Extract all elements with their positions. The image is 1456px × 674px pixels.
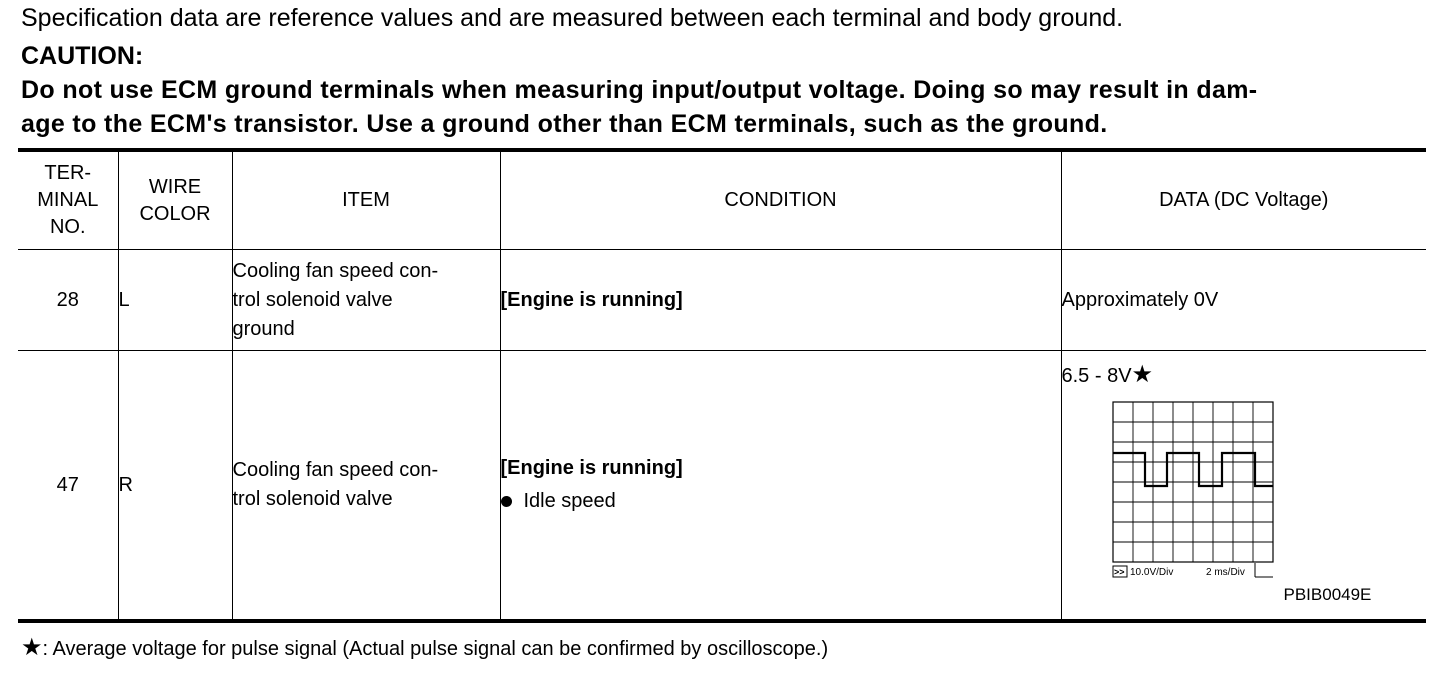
header-terminal-line: MINAL: [37, 189, 99, 211]
footnote: [21, 635, 828, 663]
star-icon: ★: [21, 634, 43, 661]
data-value: [1061, 351, 1426, 622]
header-data: DATA (DC Voltage): [1061, 150, 1426, 250]
condition-text: [Engine is running]: [500, 457, 683, 479]
caution-line-1: Do not use ECM ground terminals when measuring input/output voltage. Doing so may result in dam-: [21, 76, 1258, 104]
wire-color: R: [118, 351, 232, 622]
oscilloscope-waveform-figure: [1112, 401, 1276, 583]
figure-code: PBIB0049E: [1283, 585, 1372, 604]
condition: [500, 250, 1061, 351]
wire-color: L: [118, 250, 232, 351]
item-line: ground: [232, 317, 295, 340]
condition-text: [Engine is running]: [500, 288, 683, 311]
table-row: [18, 351, 1426, 622]
voltage-text: 6.5 - 8V: [1061, 365, 1132, 387]
scope-marker: >>: [1113, 567, 1125, 577]
scope-volt-div: 10.0V/Div: [1129, 567, 1173, 578]
bullet-icon: [501, 496, 512, 507]
star-icon: ★: [1131, 361, 1154, 388]
voltage-value: [1061, 361, 1154, 388]
header-wire-line: WIRE: [148, 175, 202, 198]
footnote-text: : Average voltage for pulse signal (Actual pulse signal can be confirmed by oscilloscope.): [42, 638, 829, 660]
terminal-number: 47: [18, 351, 118, 622]
item-line: trol solenoid valve: [232, 488, 393, 510]
oscilloscope-grid: [1113, 402, 1273, 562]
data-cell-content: [1062, 351, 1427, 619]
condition-bullet-item: [501, 490, 1061, 513]
condition: [500, 351, 1061, 622]
scope-time-div: 2 ms/Div: [1205, 567, 1245, 578]
header-item: ITEM: [232, 150, 500, 250]
item-line: Cooling fan speed con-: [232, 259, 439, 282]
header-terminal-line: TER-: [44, 162, 92, 184]
intro-text: Specification data are reference values and are measured between each terminal and body ground.: [21, 4, 1124, 32]
table-row: [18, 250, 1426, 351]
table-header-row: [18, 150, 1426, 250]
caution-title: CAUTION:: [21, 42, 144, 70]
item-description: [232, 250, 500, 351]
header-terminal-no: [18, 150, 118, 250]
header-condition: CONDITION: [500, 150, 1061, 250]
item-line: Cooling fan speed con-: [232, 459, 439, 481]
item-description: [232, 351, 500, 622]
caution-line-2: age to the ECM's transistor. Use a ground other than ECM terminals, such as the ground.: [21, 110, 1108, 138]
condition-bullet-text: Idle speed: [523, 490, 616, 512]
header-wire-line: COLOR: [139, 202, 211, 225]
caution-body: [21, 73, 1429, 141]
data-value: Approximately 0V: [1061, 250, 1426, 351]
header-terminal-line: NO.: [49, 216, 86, 238]
header-wire-color: [118, 150, 232, 250]
item-line: trol solenoid valve: [232, 288, 393, 311]
scope-scale-labels: [1113, 563, 1273, 578]
terminal-number: 28: [18, 250, 118, 351]
terminal-spec-table: [18, 148, 1426, 623]
